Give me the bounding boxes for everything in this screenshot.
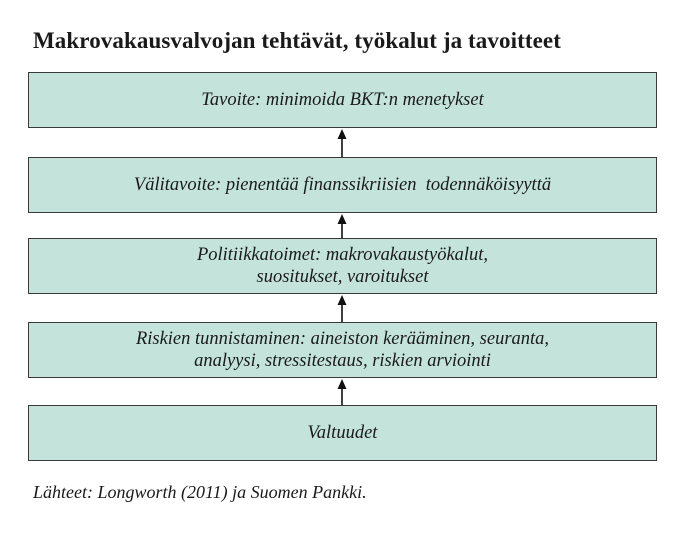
intermediate-goal-box — [28, 157, 657, 213]
arrow-up-4 — [335, 378, 349, 405]
arrow-up-3 — [335, 294, 349, 322]
diagram-title: Makrovakausvalvojan tehtävät, työkalut ja tavoitteet — [33, 28, 561, 53]
policy-actions-line-1: Politiikkatoimet: makrovakaustyökalut, — [196, 245, 489, 265]
goal-box — [28, 72, 657, 128]
policy-actions-line-2: suositukset, varoitukset — [256, 267, 429, 287]
mandate-text: Valtuudet — [307, 423, 378, 443]
goal-text: Tavoite: minimoida BKT:n menetykset — [201, 90, 484, 110]
source-note: Lähteet: Longworth (2011) ja Suomen Pankki. — [33, 482, 367, 502]
risk-identification-line-1: Riskien tunnistaminen: aineiston kerääminen, seuranta, — [135, 329, 550, 349]
mandate-box — [28, 405, 657, 461]
risk-identification-box — [28, 322, 657, 378]
risk-identification-line-2: analyysi, stressitestaus, riskien arviointi — [194, 351, 491, 371]
arrow-up-1 — [335, 128, 349, 157]
arrow-up-2 — [335, 213, 349, 238]
intermediate-goal-text: Välitavoite: pienentää finanssikriisien todennäköisyyttä — [133, 175, 552, 195]
policy-actions-box — [28, 238, 657, 294]
